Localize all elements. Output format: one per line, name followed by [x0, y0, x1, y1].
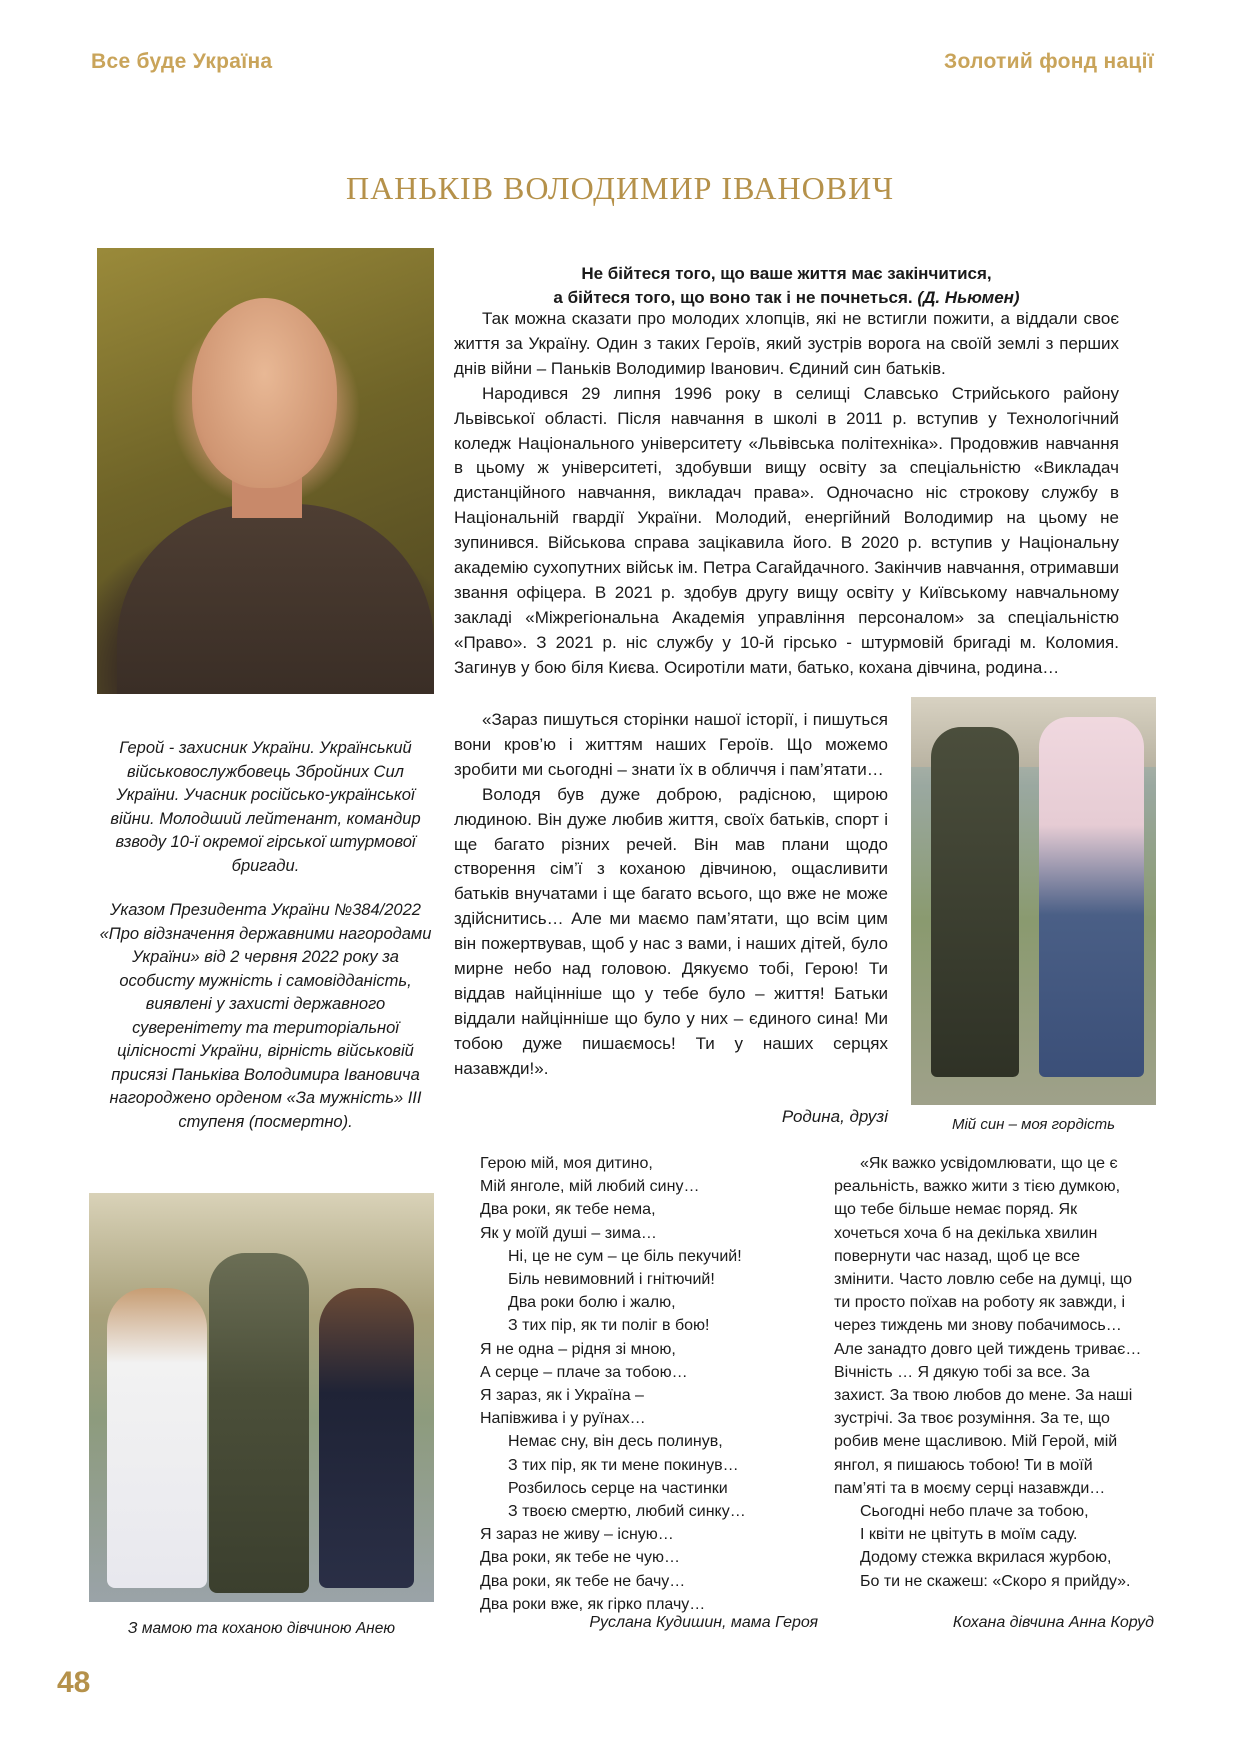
graduation-photo-caption: Мій син – моя гордість: [951, 1116, 1115, 1133]
poem-line: Я зараз, як і Україна –: [480, 1387, 644, 1405]
poem-line: Два роки, як тебе не бачу…: [480, 1572, 686, 1590]
page-number: 48: [57, 1666, 91, 1699]
letter-verse-line: Додому стежка вкрилася журбою,: [860, 1549, 1112, 1567]
poem-line: А серце – плаче за тобою…: [480, 1363, 688, 1381]
page-title: ПАНЬКІВ ВОЛОДИМИР ІВАНОВИЧ: [346, 170, 894, 206]
mother-poem: [480, 1152, 746, 1616]
family-tribute-text: [454, 708, 888, 1082]
letter-verse-line: І квіти не цвітуть в моїм саду.: [860, 1526, 1078, 1544]
paragraph: Володя був дуже доброю, радісною, щирою людиною. Він дуже любив життя, своїх батьків, спорт і ще багато різних речей. Він мав плани щодо створення сім’ї з коханою дівчиною, ощасливити батьків внучатами і ще багато всього, що вже не може здійснитись… Але ми маємо пам’ятати, що всім цим він пожертвував, щоб у нас з вами, і наших дітей, було мирне небо над головою. Дякуємо тобі, Герою! Ти віддав найцінніше що у тебе було – життя! Батьки віддали найцінніше що було у них – єдиного сина! Ми тобою дуже пишаємось! Ти у наших серцях назавжди!».: [454, 784, 888, 1078]
portrait-photo: [97, 248, 434, 694]
graduation-photo: [911, 697, 1156, 1105]
signature-family: Родина, друзі: [781, 1107, 888, 1126]
poem-line: Мій янголе, мій любий сину…: [480, 1178, 700, 1196]
epigraph-line-1: Не бійтеся того, що ваше життя має закінчитися,: [581, 264, 992, 283]
poem-line: Біль невимовний і гнітючий!: [508, 1271, 715, 1289]
letter-verse-line: Бо ти не скажеш: «Скоро я прийду».: [860, 1572, 1131, 1590]
letter-prose: «Як важко усвідомлювати, що це є реальність, важко жити з тією думкою, що тебе більше немає поряд. Як хочеться хоча б на декілька хвилин повернути час назад, щоб це все змінити. Часто ловлю себе на думці, що ти просто поїхав на роботу як завжди, і через тиждень ми знову побачимось… Але занадто довго цей тиждень триває… Вічність … Я дякую тобі за все. За захист. За твою любов до мене. За наші зустрічі. За твоє розуміння. За те, що робив мене щасливою. Мій Герой, мій янгол, я пишаюсь тобою! Ти в моїй пам’яті та в моєму серці назавжди…: [834, 1155, 1142, 1497]
header-right: Золотий фонд нації: [944, 50, 1154, 73]
poem-line: Два роки болю і жалю,: [508, 1294, 676, 1312]
poem-line: Ні, це не сум – це біль пекучий!: [508, 1247, 742, 1265]
poem-line: З тих пір, як ти мене покинув…: [508, 1456, 739, 1474]
poem-line: Розбилось серце на частинки: [508, 1479, 728, 1497]
poem-line: Два роки, як тебе не чую…: [480, 1549, 680, 1567]
poem-line: Я зараз не живу – існую…: [480, 1526, 674, 1544]
paragraph: Народився 29 липня 1996 року в селищі Славсько Стрийського району Львівської області. Після навчання в школі в 2011 р. вступив у Технологічний коледж Національного університету «Львівська політехніка». Продовжив навчання в цьому ж університеті, здобувши вищу освіту за спеціальністю «Викладач дистанційного навчання, викладач права». Одночасно ніс строкову службу в Національній гвардії України. Молодий, енергійний Володимир на цьому не зупинився. Військова справа зацікавила його. В 2020 р. вступив у Національну академію сухопутних військ ім. Петра Сагайдачного. Закінчив навчання, отримавши звання офіцера. В 2021 р. здобув другу вищу освіту у Київському навчальному закладі «Міжрегіональна Академія управління персоналом» за спеціальністю «Право». З 2021 р. ніс службу у 10-й гірсько - штурмовій бригаді м. Коломия. Загинув у бою біля Києва. Осиротіли мати, батько, кохана дівчина, родина…: [454, 383, 1119, 677]
signature-mother: Руслана Кудишин, мама Героя: [589, 1614, 818, 1631]
epigraph: [454, 262, 1119, 310]
paragraph: «Зараз пишуться сторінки нашої історії, і пишуться вони кров’ю і життям наших Героїв. Що можемо зробити ми сьогодні – знати їх в обличчя і пам’ятати…: [454, 710, 888, 779]
poem-line: Напівжива і у руїнах…: [480, 1410, 646, 1428]
sidebar-caption: [97, 737, 434, 1134]
family-photo: [89, 1193, 434, 1602]
epigraph-line-2: а бійтеся того, що воно так і не почнеться.: [553, 288, 913, 307]
letter-verse-line: Сьогодні небо плаче за тобою,: [860, 1503, 1089, 1521]
poem-line: З тих пір, як ти поліг в бою!: [508, 1317, 710, 1335]
family-photo-caption: З мамою та коханою дівчиною Анею: [128, 1620, 395, 1637]
poem-line: З твоєю смертю, любий синку…: [508, 1503, 746, 1521]
caption-award: Указом Президента України №384/2022 «Про відзначення державними нагородами України» від 2 червня 2022 року за особисту мужність і самовідданість, виявлені у захисті державного суверенітету та територіальної цілісності України, вірність військовій присязі Паньківа Володимира Івановича нагороджено орденом «За мужність» III ступеня (посмертно).: [99, 901, 432, 1131]
caption-bio: Герой - захисник України. Український військовослужбовець Збройних Сил України. Учасник російсько-української війни. Молодший лейтенант, командир взводу 10-ї окремої гірської штурмової бригади.: [110, 739, 421, 875]
poem-line: Як у моїй душі – зима…: [480, 1224, 657, 1242]
poem-line: Два роки, як тебе нема,: [480, 1201, 656, 1219]
biography-text: [454, 307, 1119, 681]
signature-girlfriend: Кохана дівчина Анна Коруд: [952, 1614, 1154, 1631]
epigraph-author: (Д. Ньюмен): [917, 288, 1020, 307]
paragraph: Так можна сказати про молодих хлопців, які не встигли пожити, а віддали своє життя за Україну. Один з таких Героїв, який зустрів ворога на своїй землі з перших днів війни – Паньків Володимир Іванович. Єдиний син батьків.: [454, 309, 1119, 378]
girlfriend-letter: [834, 1152, 1144, 1593]
poem-line: Два роки вже, як гірко плачу…: [480, 1595, 706, 1613]
header-left: Все буде Україна: [91, 50, 273, 73]
poem-line: Герою мій, моя дитино,: [480, 1155, 653, 1172]
poem-line: Я не одна – рідня зі мною,: [480, 1340, 676, 1358]
poem-line: Немає сну, він десь полинув,: [508, 1433, 723, 1451]
